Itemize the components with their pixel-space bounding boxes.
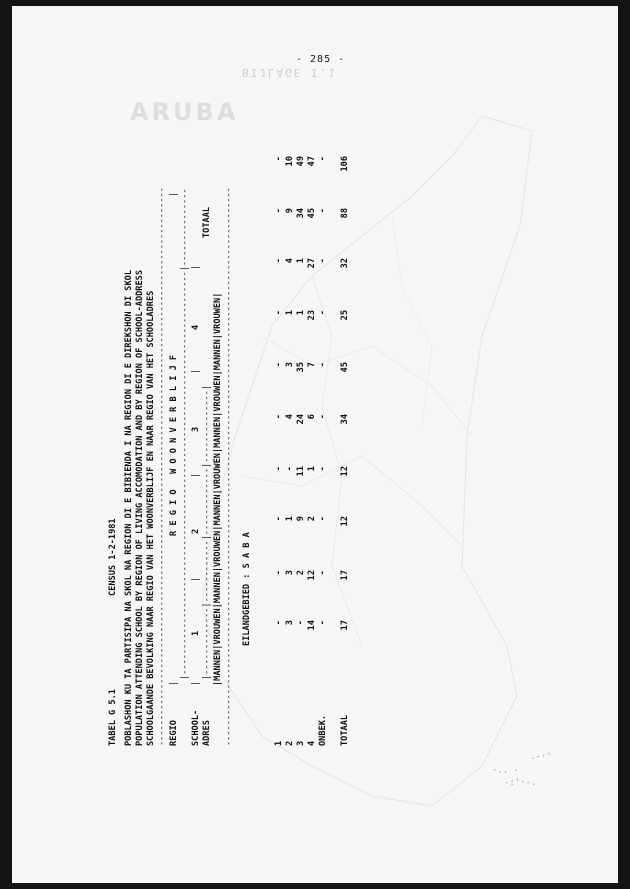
table-cell: 2 xyxy=(296,570,306,576)
table-cell: - xyxy=(318,362,328,368)
table-id: TABEL G 5.1 xyxy=(108,689,118,746)
table-cell: 10 xyxy=(285,156,295,167)
table-cell: 47 xyxy=(307,156,317,167)
table-cell: - xyxy=(318,414,328,420)
total-cell: 34 xyxy=(340,414,350,425)
table-cell: 2 xyxy=(307,516,317,522)
table-cell: 27 xyxy=(307,258,317,269)
total-cell: 12 xyxy=(340,516,350,527)
margin-mark: .-·' xyxy=(530,752,552,762)
bleed-through-title: ARUBA xyxy=(130,98,239,126)
table-cell: - xyxy=(318,156,328,162)
rule: ------------------------------------------------------------------------------------------------------------ xyxy=(224,187,234,746)
header-bar: | xyxy=(191,472,201,478)
region-3-header: 3 xyxy=(191,426,201,432)
table-cell: - xyxy=(318,620,328,626)
table-cell: 49 xyxy=(296,156,306,167)
region-4-header: 4 xyxy=(191,324,201,330)
total-cell: 106 xyxy=(340,156,350,172)
header-regio: REGIO xyxy=(169,720,179,746)
table-cell: - xyxy=(285,466,295,472)
total-cell: 12 xyxy=(340,466,350,477)
rule: |------------------------------------------------------------------------------|--------------- xyxy=(180,188,190,680)
total-cell: 88 xyxy=(340,208,350,219)
table-cell: - xyxy=(318,310,328,316)
table-cell: 1 xyxy=(296,310,306,316)
region-1-header: 1 xyxy=(191,630,201,636)
header-bar: | xyxy=(191,368,201,374)
table-cell: 3 xyxy=(285,362,295,368)
bleed-through-tag: BIJLAGE I.1 xyxy=(242,66,337,79)
table-cell: 35 xyxy=(296,362,306,373)
row-label: ONBEK. xyxy=(318,714,328,746)
table-cell: - xyxy=(274,208,284,214)
table-cell: - xyxy=(274,570,284,576)
margin-mark: ·.. · xyxy=(492,766,520,776)
table-cell: 3 xyxy=(285,570,295,576)
header-bar: | xyxy=(191,576,201,582)
census-date: CENSUS 1-2-1981 xyxy=(108,518,118,596)
total-cell: 45 xyxy=(340,362,350,373)
table-cell: 23 xyxy=(307,310,317,321)
table-cell: - xyxy=(318,516,328,522)
page-number: - 285 - xyxy=(296,54,346,65)
header-bar: | xyxy=(191,264,201,270)
margin-mark: -:'·-. xyxy=(504,778,537,788)
table-cell: 6 xyxy=(307,414,317,420)
totaal-header: TOTAAL xyxy=(202,206,212,238)
table-cell: 14 xyxy=(307,620,317,631)
table-cell: 34 xyxy=(296,208,306,219)
table-cell: - xyxy=(274,258,284,264)
row-label: 3 xyxy=(296,740,306,746)
table-cell: 1 xyxy=(285,310,295,316)
total-row-label: TOTAAL xyxy=(340,714,350,746)
table-cell: - xyxy=(296,620,306,626)
header-school-adres: SCHOOL- xyxy=(191,709,201,746)
header-bar: | xyxy=(169,680,179,686)
document-page xyxy=(12,6,618,883)
table-cell: 45 xyxy=(307,208,317,219)
header-bar: | xyxy=(169,191,179,197)
table-cell: - xyxy=(318,208,328,214)
title-papiamentu: POBLASHON KU TA PARTISIPA NA SKOL NA REGION DI E BIBIENDA I NA REGION DI E DIREKSHON DI SKOL xyxy=(124,270,134,746)
rule: |-------------|------------|-------------|--------------| xyxy=(202,385,212,680)
row-label: 2 xyxy=(285,740,295,746)
table-cell: 3 xyxy=(285,620,295,626)
island-label: EILANDGEBIED : S A B A xyxy=(242,532,252,646)
table-cell: - xyxy=(274,620,284,626)
title-dutch: SCHOOLGAANDE BEVOLKING NAAR REGIO VAN HET WOONVERBLIJF EN NAAR REGIO VAN HET SCHOOLADRES xyxy=(146,290,156,746)
table-cell: - xyxy=(274,414,284,420)
table-cell: 12 xyxy=(307,570,317,581)
table-cell: - xyxy=(318,570,328,576)
table-cell: 11 xyxy=(296,466,306,477)
header-school-adres: ADRES xyxy=(202,720,212,746)
table-cell: - xyxy=(274,310,284,316)
table-cell: - xyxy=(318,466,328,472)
header-regio-woonverblijf: R E G I O W O O N V E R B L I J F xyxy=(169,354,179,536)
table-cell: 24 xyxy=(296,414,306,425)
total-cell: 17 xyxy=(340,620,350,631)
row-label: 1 xyxy=(274,740,284,746)
table-cell: 1 xyxy=(307,466,317,472)
table-cell: - xyxy=(318,258,328,264)
rotated-table-block xyxy=(108,106,448,746)
header-bar: | xyxy=(191,680,201,686)
total-cell: 25 xyxy=(340,310,350,321)
table-cell: 4 xyxy=(285,414,295,420)
table-cell: - xyxy=(274,156,284,162)
region-2-header: 2 xyxy=(191,528,201,534)
table-cell: 4 xyxy=(285,258,295,264)
table-cell: 7 xyxy=(307,362,317,368)
table-cell: - xyxy=(274,466,284,472)
table-cell: 9 xyxy=(285,208,295,214)
row-label: 4 xyxy=(307,740,317,746)
rule: ------------------------------------------------------------------------------------------------------------ xyxy=(157,187,167,746)
total-cell: 17 xyxy=(340,570,350,581)
table-cell: 1 xyxy=(285,516,295,522)
table-cell: - xyxy=(274,362,284,368)
total-cell: 32 xyxy=(340,258,350,269)
table-cell: 9 xyxy=(296,516,306,522)
table-cell: 1 xyxy=(296,258,306,264)
title-english: POPULATION ATTENDING SCHOOL BY REGION OF LIVING ACCOMODATION AND BY REGION OF SCHOOL-ADDRESS xyxy=(135,270,145,746)
sex-header-row: |MANNEN|VROUWEN|MANNEN|VROUWEN|MANNEN|VROUWEN|MANNEN|VROUWEN|MANNEN|VROUWEN| xyxy=(213,292,223,686)
table-cell: - xyxy=(274,516,284,522)
